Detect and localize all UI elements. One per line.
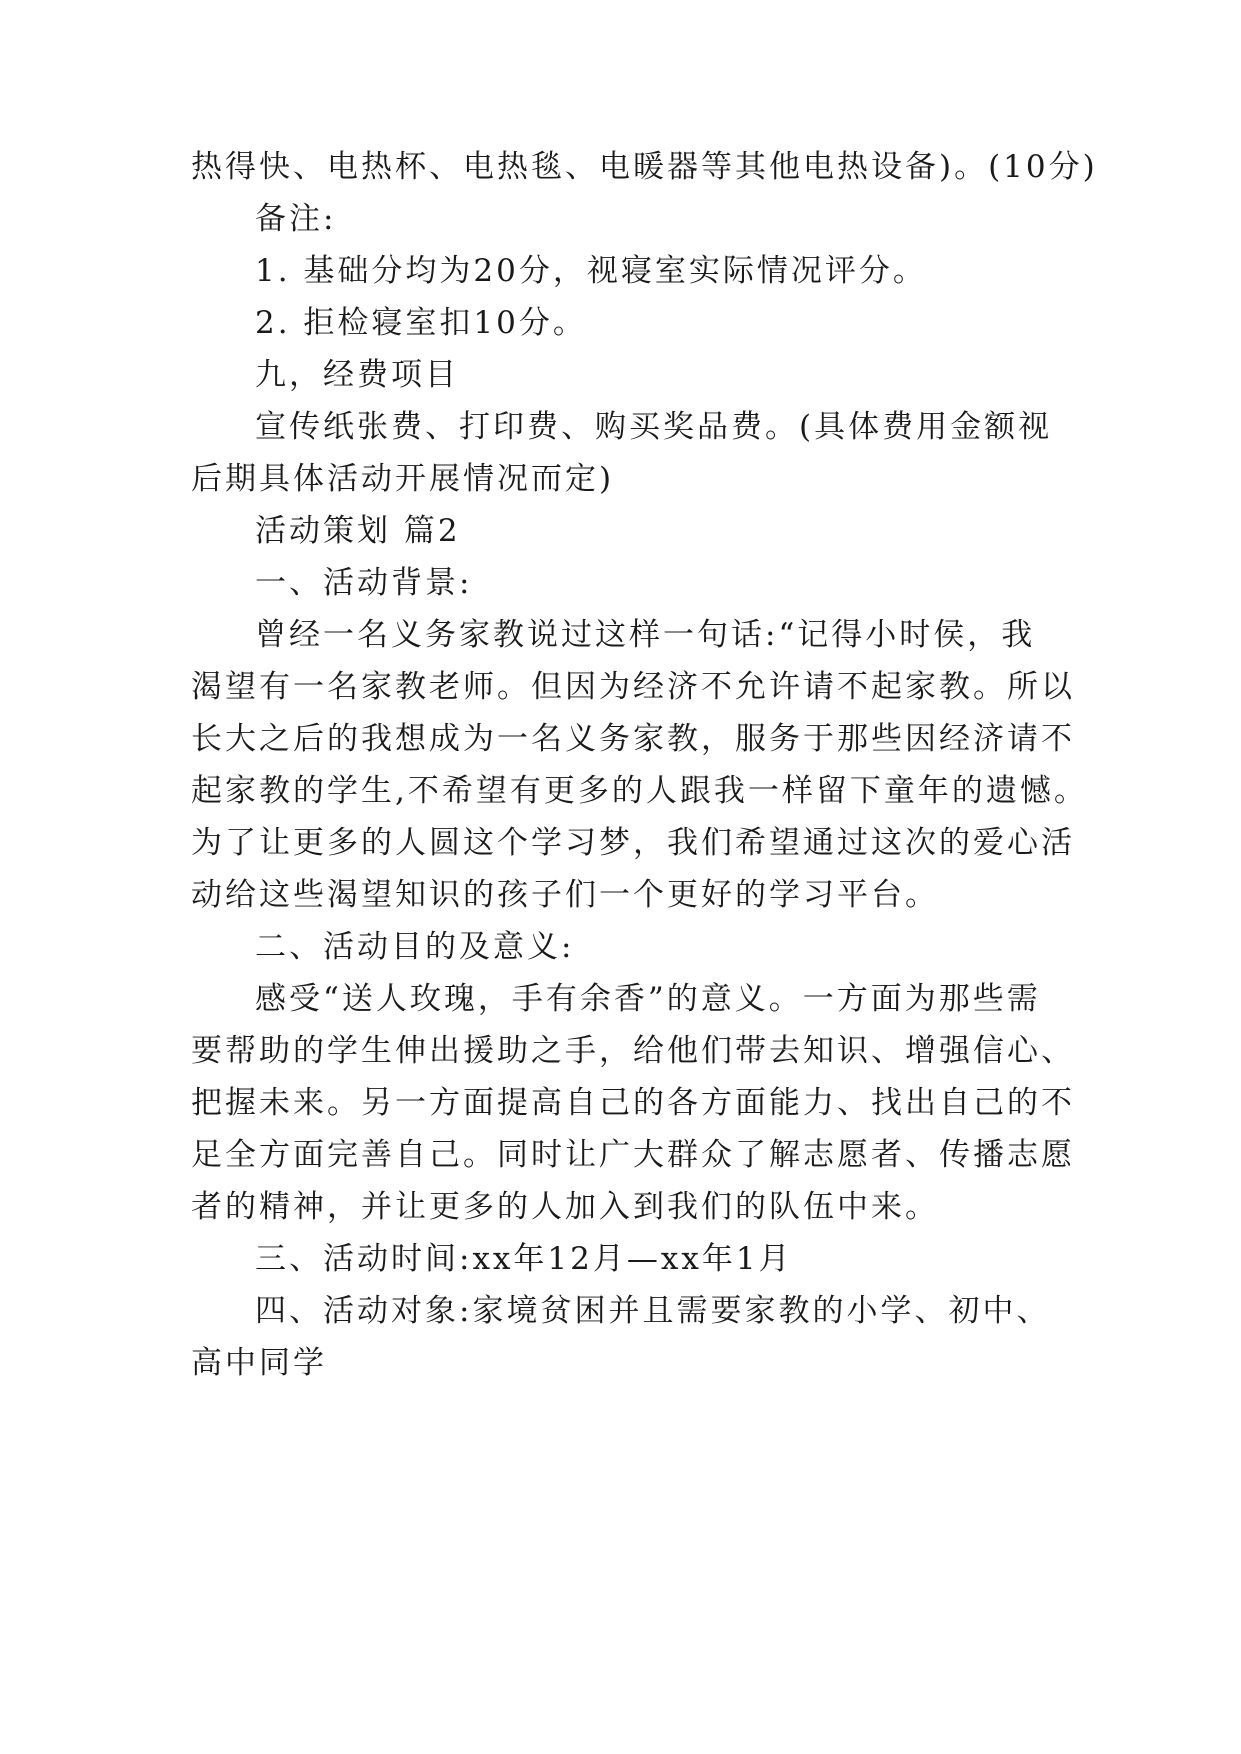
text-line: 起家教的学生,不希望有更多的人跟我一样留下童年的遗憾。 [191, 773, 1088, 809]
text-line: 热得快、电热杯、电热毯、电暖器等其他电热设备)。(10分) [191, 149, 1098, 185]
text-line: 后期具体活动开展情况而定) [191, 461, 615, 497]
section-heading: 三、活动时间:xx年12月—xx年1月 [255, 1241, 793, 1277]
text-line: 2. 拒检寝室扣10分。 [255, 305, 587, 341]
text-line: 1. 基础分均为20分，视寝室实际情况评分。 [255, 253, 927, 289]
text-line: 高中同学 [191, 1345, 327, 1381]
text-line: 曾经一名义务家教说过这样一句话:“记得小时侯，我 [255, 617, 1036, 653]
text-line: 感受“送人玫瑰，手有余香”的意义。一方面为那些需 [255, 981, 1041, 1017]
text-line: 备注: [255, 201, 337, 237]
section-heading: 四、活动对象:家境贫困并且需要家教的小学、初中、 [255, 1293, 1051, 1329]
text-line: 者的精神，并让更多的人加入到我们的队伍中来。 [191, 1189, 939, 1225]
text-line: 渴望有一名家教老师。但因为经济不允许请不起家教。所以 [191, 669, 1075, 705]
text-line: 把握未来。另一方面提高自己的各方面能力、找出自己的不 [191, 1085, 1075, 1121]
section-heading: 二、活动目的及意义: [255, 929, 575, 965]
section-heading: 九，经费项目 [255, 357, 459, 393]
text-line: 宣传纸张费、打印费、购买奖品费。(具体费用金额视 [255, 409, 1053, 445]
section-heading: 一、活动背景: [255, 565, 473, 601]
text-line: 要帮助的学生伸出援助之手，给他们带去知识、增强信心、 [191, 1033, 1075, 1069]
section-heading: 活动策划 篇2 [255, 513, 461, 549]
text-line: 长大之后的我想成为一名义务家教，服务于那些因经济请不 [191, 721, 1075, 757]
text-line: 为了让更多的人圆这个学习梦，我们希望通过这次的爱心活 [191, 825, 1075, 861]
text-line: 动给这些渴望知识的孩子们一个更好的学习平台。 [191, 877, 939, 913]
text-line: 足全方面完善自己。同时让广大群众了解志愿者、传播志愿 [191, 1137, 1075, 1173]
